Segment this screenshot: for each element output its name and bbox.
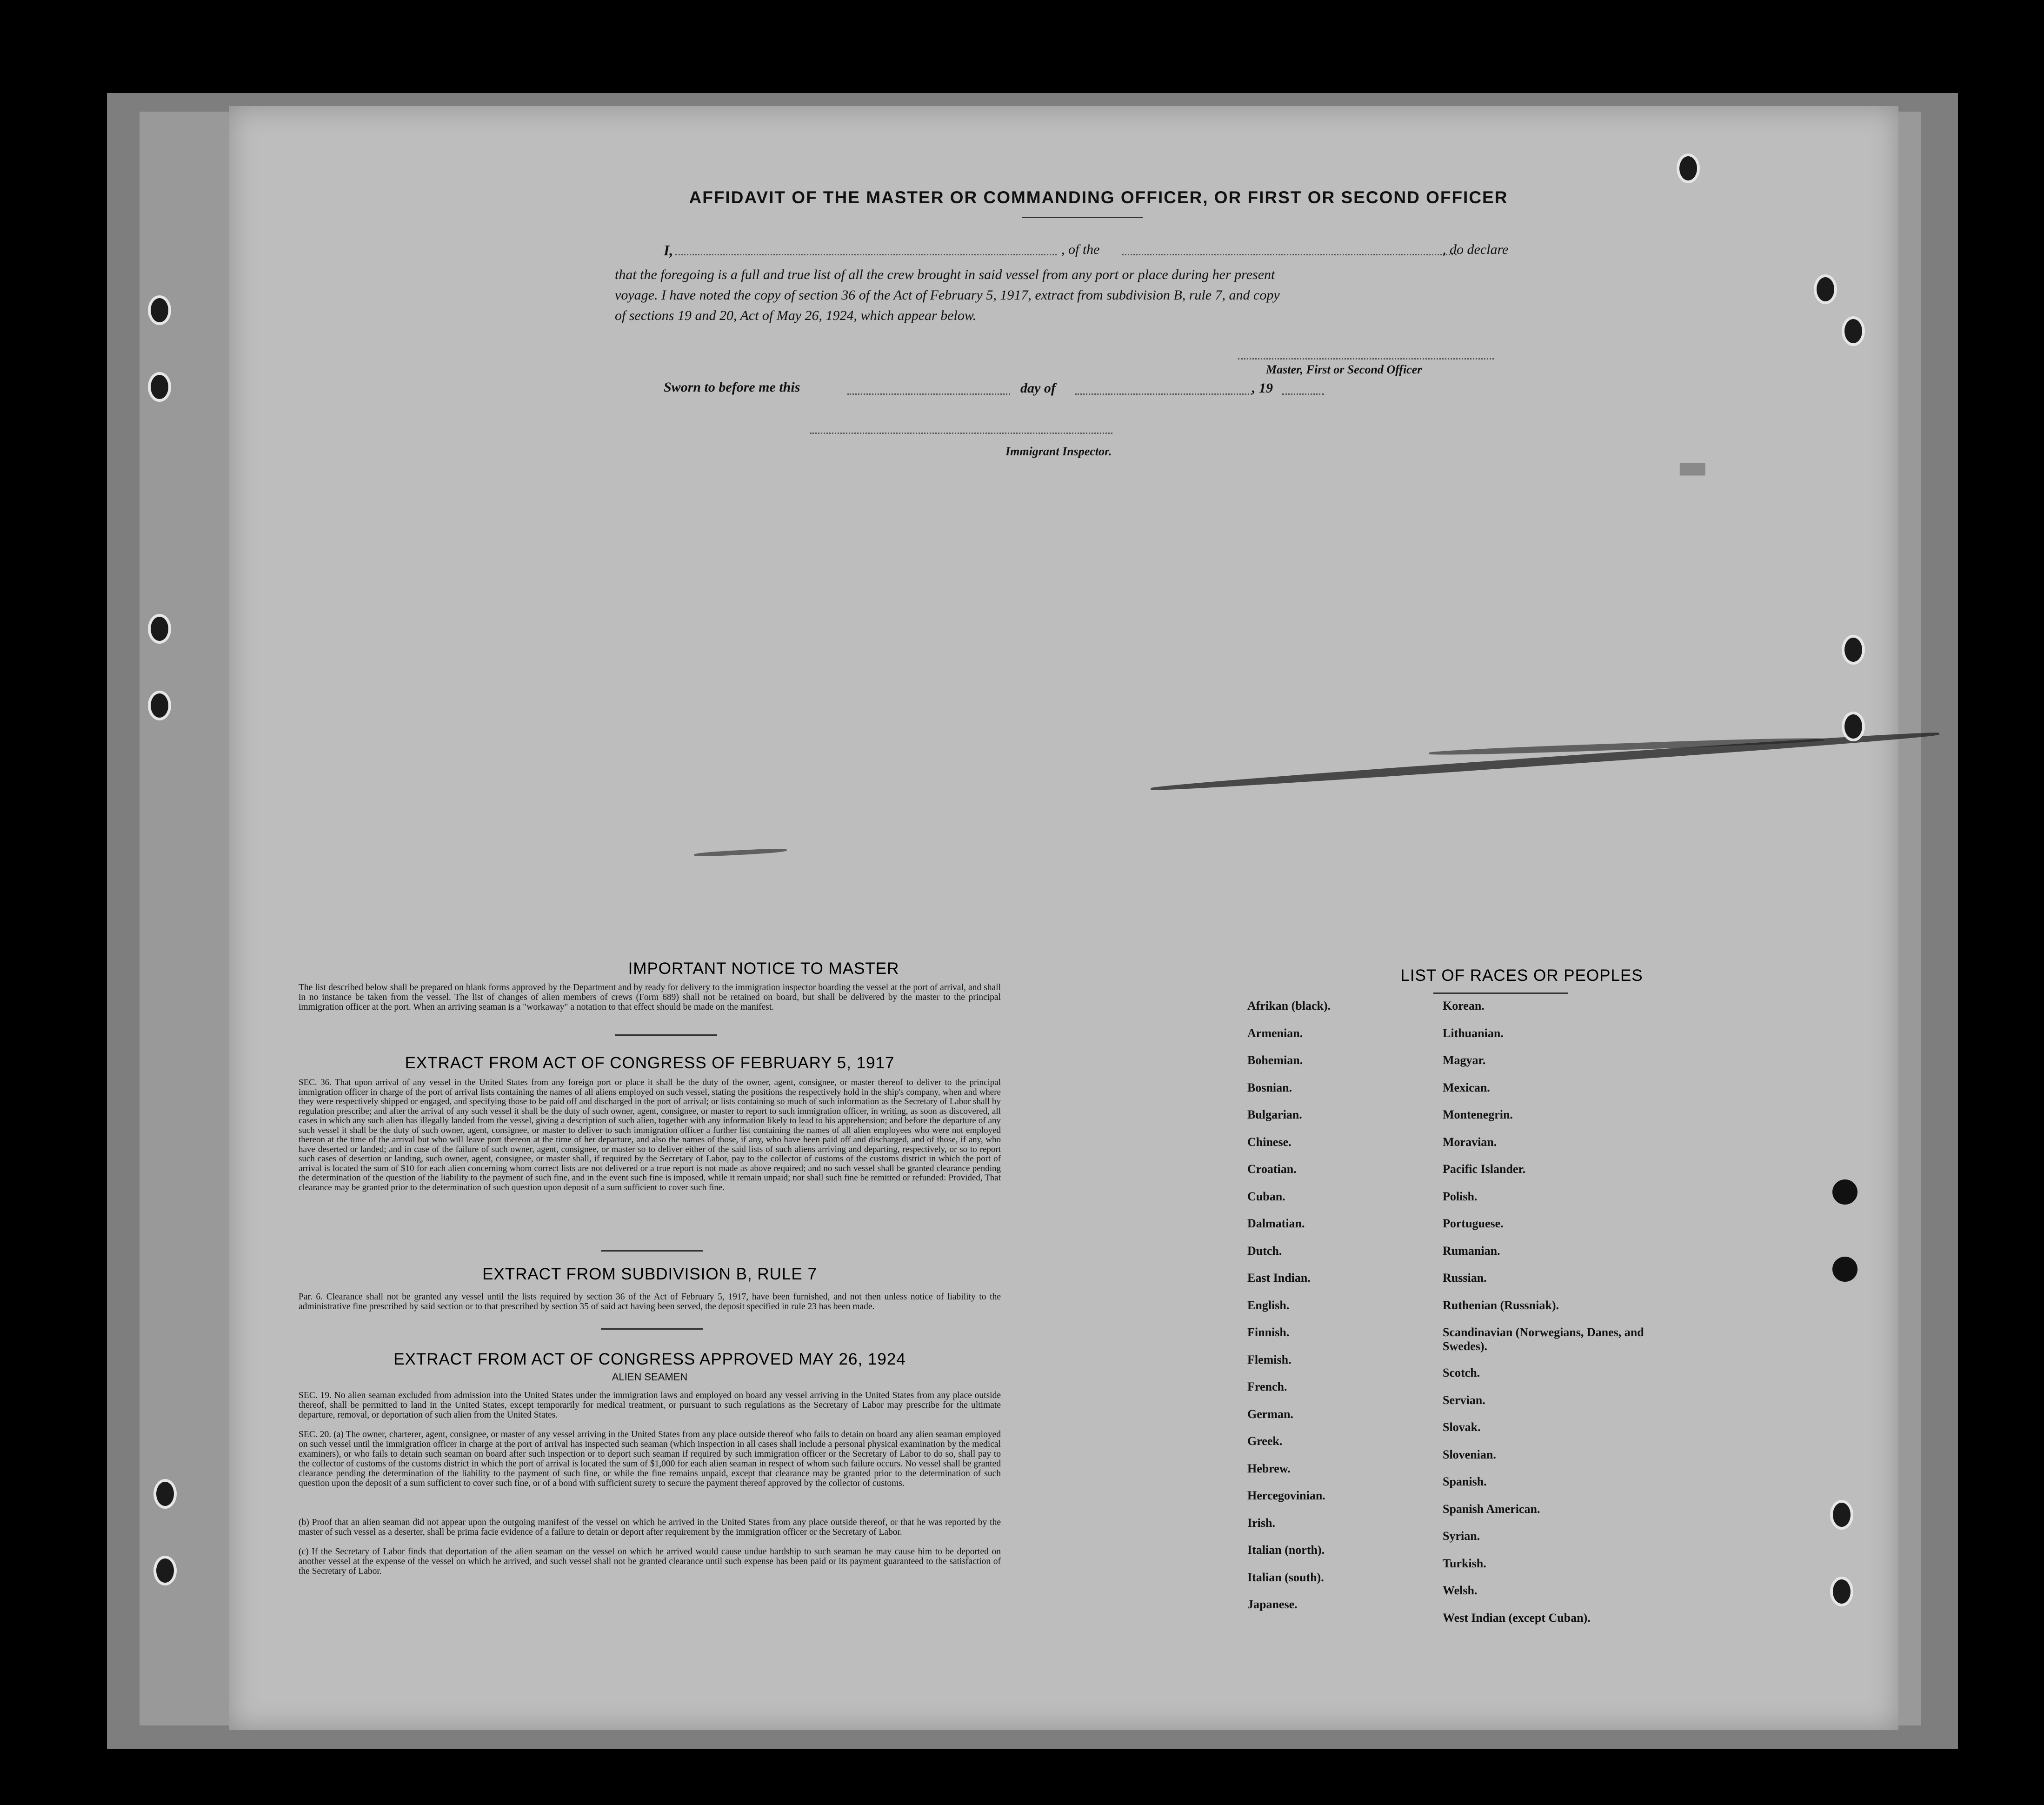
race-item: Bohemian.: [1247, 1053, 1303, 1067]
race-item: Pacific Islander.: [1443, 1162, 1526, 1176]
binder-hole: [148, 295, 171, 325]
race-item: Welsh.: [1443, 1584, 1478, 1597]
binder-hole: [1830, 1500, 1853, 1530]
race-item: Polish.: [1443, 1189, 1478, 1203]
ghost-text: ▆▆▆: [1680, 461, 1705, 477]
race-item: Armenian.: [1247, 1026, 1303, 1040]
race-item: English.: [1247, 1298, 1290, 1312]
binder-hole: [1830, 1577, 1853, 1606]
race-item: Hebrew.: [1247, 1461, 1291, 1475]
subdivision-title: EXTRACT FROM SUBDIVISION B, RULE 7: [482, 1265, 817, 1283]
sworn-year-blank[interactable]: [1282, 393, 1324, 395]
master-signature-line[interactable]: [1238, 358, 1494, 360]
race-item: Bosnian.: [1247, 1080, 1292, 1094]
year-label: , 19: [1252, 380, 1273, 396]
binder-hole: [1677, 153, 1700, 183]
sec-19-body: SEC. 19. No alien seaman excluded from admission into the United States under the immigration laws and employed on board any vessel arriving in the United States from any place outside thereof, shall be permitted to land in the United States, except temporarily for medical treatment, or pursuant to such regulations as the Secretary of Labor may prescribe for the ultimate departure, removal, or deportation of such alien from the United States.: [299, 1391, 1001, 1420]
race-item: Croatian.: [1247, 1162, 1297, 1176]
affidavit-title-rule: [1022, 217, 1143, 218]
binder-hole: [1842, 635, 1865, 665]
race-item: Spanish American.: [1443, 1502, 1540, 1516]
race-item: Slovenian.: [1443, 1447, 1496, 1461]
binder-hole: [148, 691, 171, 720]
race-item: Korean.: [1443, 999, 1485, 1012]
extract-1924-subtitle: ALIEN SEAMEN: [612, 1371, 688, 1383]
extract-1917-body: SEC. 36. That upon arrival of any vessel in the United States from any foreign port or place it shall be the duty of the owner, agent, consignee, or master thereof to deliver to the principal immigration officer in charge of the port of arrival lists containing the names of all aliens employed on such vessel, stating the positions the respectively hold in the ship's company, when and where they were respectively shipped or engaged, and specifying those to be paid off and discharged in the port of arrival; or lists containing so much of such information as the Secretary of Labor shall by regulation prescribe; and after the arrival of any such vessel it shall be the duty of such owner, agent, consignee, or master to report to such immigration officer, in writing, as soon as discovered, all cases in which any such alien has illegally landed from the vessel, giving a description of such alien, together with any information likely to lead to his apprehension; and before the departure of any such vessel it shall be the duty of such owner, agent, consignee, or master to deliver to such immigration officer a further list containing the names of all alien employees who were not employed thereon at the time of the arrival but who will leave port thereon at the time of her departure, and also the names of those, if any, who have been paid off and discharged, and of those, if any, who have deserted or landed; and in case of the failure of such owner, agent, consignee, or master so to deliver either of the said lists of such aliens arriving and departing, respectively, or so to report such cases of desertion or landing, such owner, agent, consignee, or master shall, if required by the Secretary of Labor, pay to the collector of customs of the customs district in which the port of arrival is located the sum of $10 for each alien concerning whom correct lists are not delivered or a true report is not made as above required; and no such vessel shall be granted clearance pending the determination of the question of the liability to the payment of such fine, and in the event such fine is imposed, while it remain unpaid; nor shall such fine be remitted or refunded: Provided, That clearance may be granted prior to the determination of such question upon deposit of a sum sufficient to cover such fine.: [299, 1078, 1001, 1192]
inspector-label: Immigrant Inspector.: [1005, 445, 1112, 458]
notice-rule: [615, 1034, 717, 1036]
extract-1924-title: EXTRACT FROM ACT OF CONGRESS APPROVED MAY 26, 1924: [393, 1350, 906, 1368]
race-item: Dutch.: [1247, 1244, 1282, 1258]
binder-hole: [1842, 712, 1865, 741]
master-signature-label: Master, First or Second Officer: [1266, 363, 1422, 376]
affidavit-i: I,: [664, 242, 673, 259]
extract-1924-rule: [601, 1328, 703, 1330]
race-item: Dalmatian.: [1247, 1217, 1305, 1230]
affidavit-do-declare: , do declare: [1443, 242, 1509, 257]
punch-dot: [1832, 1257, 1858, 1282]
race-item: Flemish.: [1247, 1352, 1292, 1366]
race-item: Moravian.: [1443, 1135, 1497, 1149]
race-item: Italian (north).: [1247, 1543, 1325, 1557]
sec-20c-body: (c) If the Secretary of Labor finds that deportation of the alien seaman on the vessel on which he arrived would cause undue hardship to such seaman he may cause him to be deported on another vessel at the expense of the vessel on which he arrived, and such vessel shall not be granted clearance until such expense has been paid or its payment guaranteed to the satisfaction of the Secretary of Labor.: [299, 1547, 1001, 1576]
race-item: Chinese.: [1247, 1135, 1292, 1149]
sworn-month-blank[interactable]: [1075, 393, 1252, 395]
race-item: Lithuanian.: [1443, 1026, 1504, 1040]
race-item: German.: [1247, 1407, 1293, 1421]
binder-hole: [153, 1556, 177, 1585]
affidavit-line-3: voyage. I have noted the copy of section 36 of the Act of February 5, 1917, extract from subdivision B, rule 7, and copy: [615, 287, 1280, 303]
race-item: Cuban.: [1247, 1189, 1285, 1203]
affidavit-of-the: , of the: [1061, 242, 1100, 257]
race-item: Portuguese.: [1443, 1217, 1504, 1230]
affidavit-name-blank[interactable]: [675, 254, 1057, 255]
race-item: Servian.: [1443, 1393, 1485, 1407]
race-item: Greek.: [1247, 1434, 1283, 1448]
race-item: Afrikan (black).: [1247, 999, 1331, 1012]
binder-hole: [148, 372, 171, 402]
day-of-label: day of: [1020, 380, 1056, 396]
race-item: Irish.: [1247, 1516, 1275, 1530]
binder-hole: [153, 1479, 177, 1509]
sec-20a-body: SEC. 20. (a) The owner, charterer, agent, consignee, or master of any vessel arriving in the United States from any place outside thereof who fails to detain on board any alien seaman employed on such vessel until the immigration officer in charge at the port of arrival has inspected such seaman (which inspection in all cases shall include a personal physical examination by the medical examiners), or who fails to detain such seaman on board after such inspection or to deport such seaman if required by such immigration officer or the Secretary of Labor to do so, shall pay to the collector of customs of the customs district in which the port of arrival is located the sum of $1,000 for each alien seaman in respect of whom such failure occurs. No vessel shall be granted clearance pending the determination of the liability to the payment of such fine, or while the fine remains unpaid, except that clearance may be granted prior to the determination of such question upon the deposit of a sum sufficient to cover such fine, or of a bond with sufficient surety to secure the payment thereof approved by the collector of customs.: [299, 1430, 1001, 1488]
notice-title: IMPORTANT NOTICE TO MASTER: [628, 959, 899, 978]
race-item: Magyar.: [1443, 1053, 1486, 1067]
affidavit-sheet: [229, 106, 1898, 1730]
race-item: Rumanian.: [1443, 1244, 1500, 1258]
affidavit-line-2: that the foregoing is a full and true list of all the crew brought in said vessel from any port or place during her present: [615, 267, 1275, 282]
affidavit-vessel-blank[interactable]: [1122, 254, 1457, 255]
binder-hole: [148, 614, 171, 644]
race-item: French.: [1247, 1380, 1287, 1393]
subdivision-body: Par. 6. Clearance shall not be granted any vessel until the lists required by section 36 of the Act of February 5, 1917, have been furnished, and not then unless notice of liability to the administrative fine prescribed by said section or to that prescribed by section 35 of said act having been served, the deposit specified in rule 23 has been made.: [299, 1292, 1001, 1312]
race-item: East Indian.: [1247, 1271, 1311, 1285]
race-item: Finnish.: [1247, 1325, 1290, 1339]
punch-dot: [1832, 1179, 1858, 1205]
subdivision-rule: [601, 1250, 703, 1252]
race-item: Italian (south).: [1247, 1570, 1324, 1584]
sworn-label: Sworn to before me this: [664, 380, 800, 395]
races-rule: [1433, 992, 1568, 994]
race-item: Ruthenian (Russniak).: [1443, 1298, 1559, 1312]
race-item: Scotch.: [1443, 1366, 1480, 1379]
race-item: Hercegovinian.: [1247, 1489, 1325, 1502]
race-item: Scandinavian (Norwegians, Danes, and Swedes).: [1443, 1325, 1644, 1353]
races-title: LIST OF RACES OR PEOPLES: [1400, 966, 1643, 985]
sec-20b-body: (b) Proof that an alien seaman did not appear upon the outgoing manifest of the vessel on which he arrived in the United States from any place outside thereof, or that he was reported by the master of such vessel as a deserter, shall be prima facie evidence of a failure to detain or deport after requirement by the immigration officer or the Secretary of Labor.: [299, 1518, 1001, 1537]
ink-smudge-3: [694, 848, 787, 857]
race-item: Turkish.: [1443, 1556, 1486, 1570]
binder-hole: [1814, 274, 1837, 304]
extract-1917-title: EXTRACT FROM ACT OF CONGRESS OF FEBRUARY 5, 1917: [405, 1054, 895, 1072]
race-item: West Indian (except Cuban).: [1443, 1611, 1591, 1625]
race-item: Mexican.: [1443, 1080, 1490, 1094]
affidavit-title: AFFIDAVIT OF THE MASTER OR COMMANDING OFFICER, OR FIRST OR SECOND OFFICER: [689, 188, 1508, 207]
race-item: Montenegrin.: [1443, 1108, 1513, 1121]
affidavit-line-4: of sections 19 and 20, Act of May 26, 1924, which appear below.: [615, 308, 977, 323]
race-item: Spanish.: [1443, 1475, 1487, 1488]
binder-hole: [1842, 316, 1865, 346]
race-item: Bulgarian.: [1247, 1108, 1302, 1121]
race-item: Slovak.: [1443, 1420, 1481, 1434]
inspector-signature-line[interactable]: [810, 433, 1112, 434]
race-item: Japanese.: [1247, 1598, 1298, 1611]
sworn-day-blank[interactable]: [847, 393, 1010, 395]
race-item: Russian.: [1443, 1271, 1487, 1285]
notice-body: The list described below shall be prepared on blank forms approved by the Department and by ready for delivery to the immigration inspector boarding the vessel at the port of arrival, and shall in no instance be taken from the vessel. The list of changes of alien members of crews (Form 689) shall not be retained on board, but shall be delivered by the master to the principal immigration officer at the port. When an arriving seaman is a "workaway" a notation to that effect should be made on the manifest.: [299, 983, 1001, 1012]
race-item: Syrian.: [1443, 1529, 1480, 1543]
